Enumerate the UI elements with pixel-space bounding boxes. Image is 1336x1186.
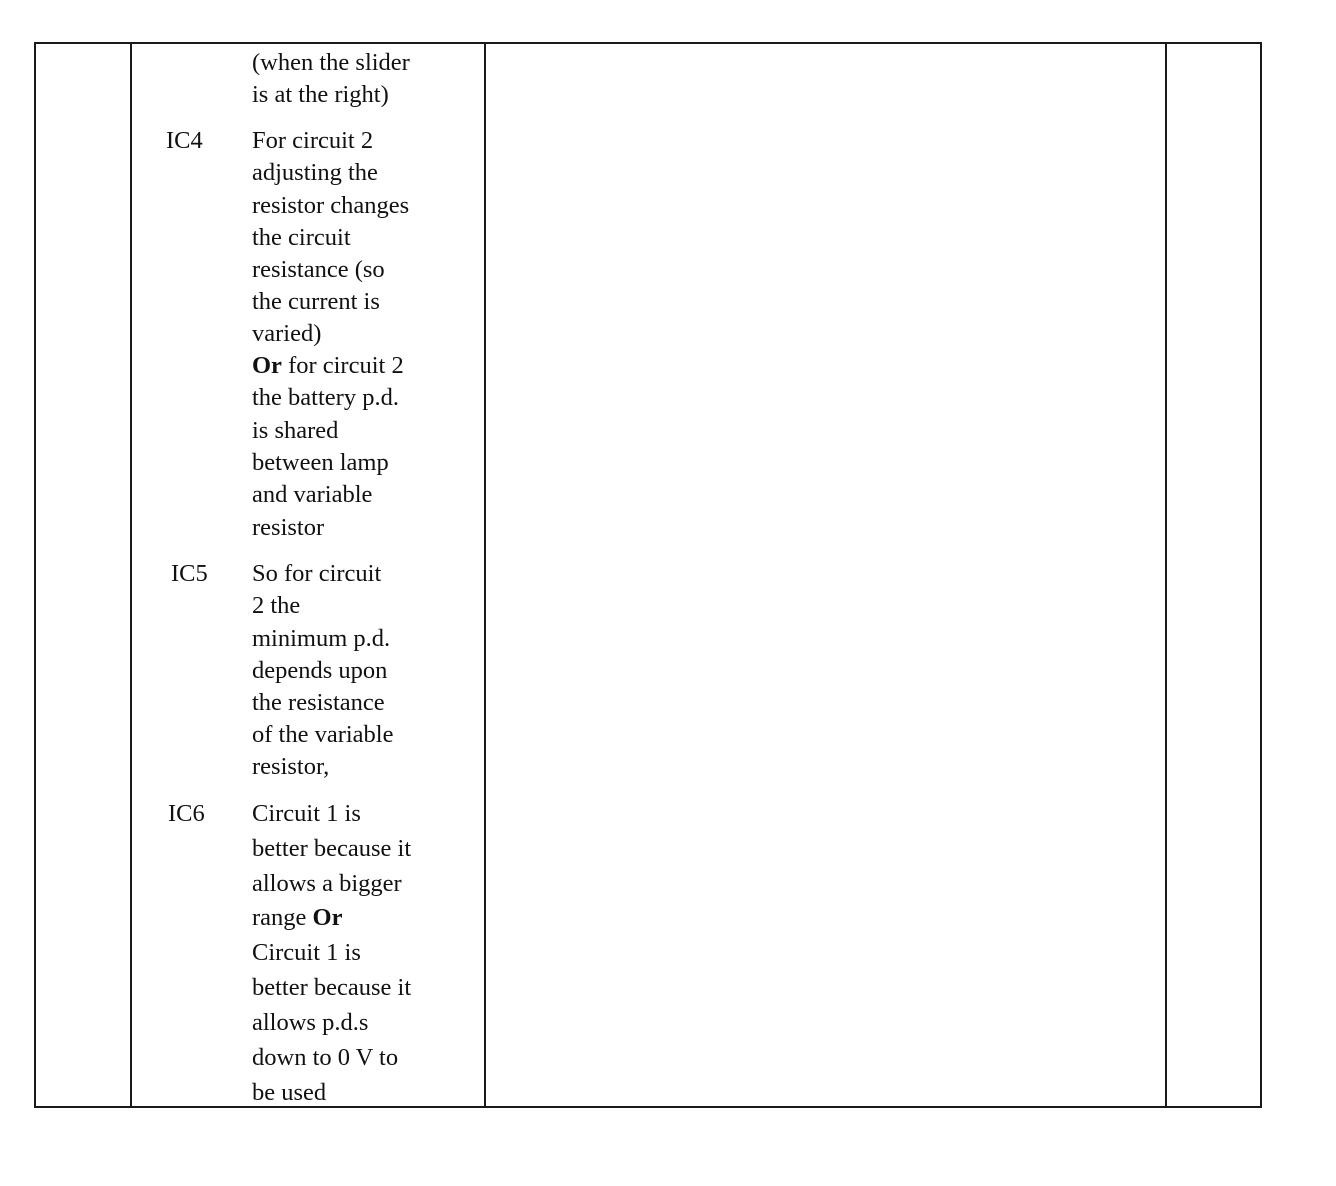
continuation-line: is at the right)	[252, 81, 389, 108]
item-line	[252, 354, 404, 379]
item-line: of the variable	[252, 721, 394, 748]
item-line-text: range	[252, 904, 313, 931]
item-line: resistance (so	[252, 256, 385, 283]
item-line: allows p.d.s	[252, 1009, 369, 1036]
item-line: depends upon	[252, 657, 388, 684]
or-keyword: Or	[252, 352, 282, 379]
item-line: resistor,	[252, 753, 330, 780]
item-line-text: for circuit 2	[281, 352, 404, 379]
or-keyword: Or	[312, 904, 343, 931]
continuation-line: (when the slider	[252, 49, 410, 76]
item-code: IC5	[171, 560, 208, 587]
item-code: IC6	[168, 800, 205, 827]
item-line: resistor	[252, 514, 325, 541]
item-line: is shared	[252, 417, 339, 444]
item-line: resistor changes	[252, 192, 410, 219]
item-line: and variable	[252, 481, 373, 508]
item-line: varied)	[252, 320, 322, 347]
item-line: allows a bigger	[252, 870, 402, 897]
item-line: the current is	[252, 288, 380, 315]
item-line: the battery p.d.	[252, 384, 399, 411]
mark-scheme-table	[34, 42, 1262, 1108]
item-line: Circuit 1 is	[252, 800, 361, 827]
item-line: minimum p.d.	[252, 625, 391, 652]
item-line: better because it	[252, 974, 412, 1001]
item-line: For circuit 2	[252, 127, 374, 154]
item-code: IC4	[166, 127, 203, 154]
item-line: down to 0 V to	[252, 1044, 399, 1071]
item-line: adjusting the	[252, 159, 378, 186]
item-line: So for circuit	[252, 560, 382, 587]
column-divider	[1165, 42, 1167, 1108]
item-line: the circuit	[252, 224, 351, 251]
item-line: 2 the	[252, 592, 301, 619]
column-divider	[484, 42, 486, 1108]
item-line: the resistance	[252, 689, 385, 716]
item-line	[252, 906, 342, 931]
item-line: better because it	[252, 835, 412, 862]
item-line: between lamp	[252, 449, 389, 476]
item-line: be used	[252, 1079, 327, 1106]
column-divider	[130, 42, 132, 1108]
item-line: Circuit 1 is	[252, 939, 361, 966]
